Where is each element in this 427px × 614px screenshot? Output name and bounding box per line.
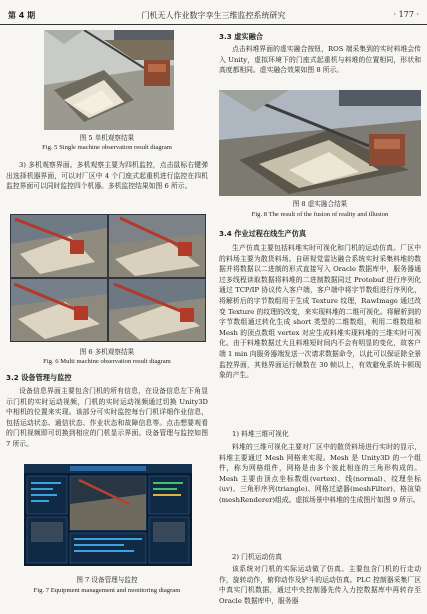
running-title: 门机无人作业数字孪生三维监控系统研究: [141, 11, 286, 20]
mesh-paragraph: 料堆的三维可视化主要对厂区中的散货料场进行实时的显示，料堆主要通过 Mesh 网格来实现。Mesh 是 Unity3D 的一个组件，称为网格组件，网格是由多个彼此相连的三角形构成的。Mesh 主要由顶点坐标数组(vertex)、线(normal)、纹理坐标(uv)、三角形序列(triangle)、网格过滤器(meshFilter)、格渲染(meshRenderer)组成。虚拟场景中料堆的生成图片如图 9 所示。: [219, 443, 421, 504]
figure-6-image: [10, 214, 206, 342]
crane-motion-paragraph: 该系统对门机的实际运动做了仿真。主要包含门机的行走动作，旋转动作，俯仰动作及铲斗的运动仿真。PLC 控制器采集厂区中真实门机数据，通过中央控制器先传入力控数据库中再转存至 Oracle 数据库中，服务器: [219, 565, 421, 605]
page-header: [0, 0, 427, 25]
single-machine-scene: [44, 30, 174, 130]
quad-view-3: [11, 279, 107, 341]
figure-5-caption-cn: 图 5 单机观察结果: [79, 134, 135, 142]
figure-8-caption-en: Fig. 8 The result of the fusion of reality and illusion: [251, 211, 389, 218]
figure-8-image: [219, 90, 421, 196]
simulation-paragraph: 生产仿真主要包括料堆实时可视化和门机的运动仿真。厂区中的料场主要为散货料场。自研视觉雷达融合系统实时采集料堆的数据并将数据以二进制的形式直接写入 Oracle 数据库中，服务器通过多线程读取数据将料堆的二进制数据同过 Protobuf 进行序列化通过 TCP/IP 协议传入客户端，客户端中将字节数组进行序列化，将解析后的字节数组用于生成 Texture 纹理，RawImage 通过改变 Texture 的纹理的改变，来实现料堆的二维可视化。将解析到的字节数组通过转化生成 short 类型的二维数组，利用二维数组和 Mesh 的顶点数组 vertex 对应生成料堆实现料堆的三维实时可视化。由于料堆数据过大且料堆短时间内不会有明显的变化，故客户端 1 min 向服务器端发送一次请求数据命令，以此可以保证除全景监控界面，其他界面运行帧数在 30 帧以上，有效避免系统卡顿现象的产生。: [219, 244, 421, 380]
subsection-1-heading: 1) 料堆三维可视化: [232, 430, 289, 438]
fusion-paragraph: 点击料堆界面的虚实融合按钮，ROS 端采集到的实时料堆会传入 Unity，虚拟环境下的门座式起重机与料堆的位置相同，形状和高度都相同。虚实融合效果如图 8 所示。: [219, 45, 421, 75]
issue-number: 第 4 期: [8, 11, 36, 20]
figure-7-caption-cn: 图 7 设备管理与监控: [76, 576, 138, 584]
section-3-2-heading: 3.2 设备管理与监控: [6, 373, 72, 382]
figure-8-caption-cn: 图 8 虚实融合结果: [292, 200, 348, 208]
quad-view-1: [11, 215, 107, 277]
figure-6-caption-cn: 图 6 多机观察结果: [79, 348, 135, 356]
fusion-scene: [219, 90, 421, 196]
figure-5-image: [44, 30, 174, 130]
quad-view-4: [109, 279, 205, 341]
figure-5-caption-en: Fig. 5 Single machine observation result diagram: [42, 144, 172, 151]
section-3-3-heading: 3.3 虚实融合: [219, 32, 263, 41]
quad-view-2: [109, 215, 205, 277]
figure-7-caption-en: Fig. 7 Equipment management and monitoring diagram: [33, 587, 181, 594]
figure-6-caption-en: Fig. 6 Multi machine observation result diagram: [43, 358, 171, 365]
section-3-4-heading: 3.4 作业过程在线生产仿真: [219, 229, 307, 238]
figure-7-image: [24, 464, 192, 566]
equipment-paragraph: 设备信息界面主要包含门机的所有信息，在设备信息左下角显示门机的实时运动视频，门机的实时运动视频通过切换 Unity3D 中相机的位置来实现。该部分可实时监控每台门机详细作业信息，包括运动状态、通信状态、作业状态和故障信息等。点击想要观看的门机视频即可切换到相应的门机显示界面。设备管理与监控如图 7 所示。: [6, 387, 208, 448]
page-number: · 177 ·: [393, 10, 419, 19]
subsection-2-heading: 2) 门机运动仿真: [232, 553, 282, 561]
multi-view-paragraph: 3) 多机观察界面。多机观察主要为四机监控，点击鼠标右键弹出选择机器界面，可以对厂区中 4 个门座式起重机进行监控在四机监控界面可以同时监控四个机器。多机监控结果如图 6 所示。: [6, 161, 208, 191]
monitoring-dashboard: [24, 464, 192, 566]
multi-machine-grid: [10, 214, 206, 342]
